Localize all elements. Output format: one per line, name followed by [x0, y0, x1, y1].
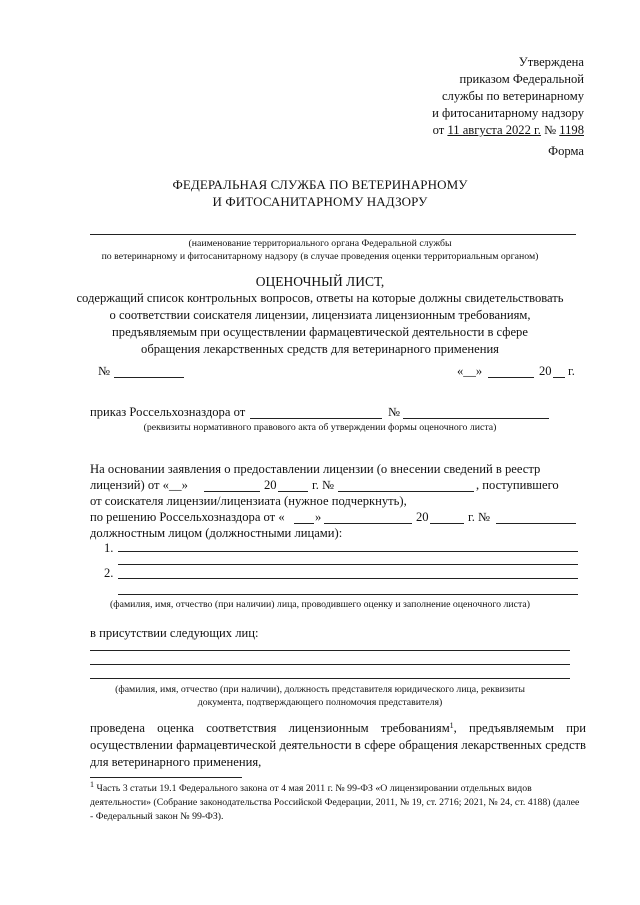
- sheet-title: ОЦЕНОЧНЫЙ ЛИСТ,: [255, 274, 385, 289]
- presence-caption: [0, 683, 640, 709]
- footnote-text: Часть 3 статьи 19.1 Федерального закона от 4 мая 2011 г. № 99-ФЗ «О лицензировании отдельных видов деятельности» (Собрание законодательства Российской Федерации, 2011, № 19, ст. 2716; 2021, № 24, ст. 4188) (далее - Федеральный закон № 99-ФЗ).: [90, 783, 580, 822]
- service-title-line: И ФИТОСАНИТАРНОМУ НАДЗОРУ: [212, 194, 428, 209]
- basis-application-date: лицензий) от «__»: [90, 478, 188, 492]
- sheet-number-blank: [114, 377, 184, 378]
- form-label: Форма: [548, 144, 584, 158]
- official-2-line-2: [118, 594, 578, 595]
- basis-application-month-blank: [204, 491, 260, 492]
- basis-line-1: На основании заявления о предоставлении лицензии (о внесении сведений в реестр: [90, 462, 541, 476]
- approval-block: [432, 54, 584, 139]
- official-item-1: 1.: [104, 541, 114, 555]
- order-caption: (реквизиты нормативного правового акта об утверждении формы оценочного листа): [143, 422, 497, 433]
- presence-line: [90, 664, 570, 665]
- approval-line: службы по ветеринарному: [441, 89, 584, 103]
- basis-application-year: 20: [264, 478, 277, 492]
- sheet-date-day: «__»: [457, 364, 483, 378]
- presence-label: в присутствии следующих лиц:: [90, 626, 259, 640]
- presence-line: [90, 650, 570, 651]
- official-item-2: 2.: [104, 566, 114, 580]
- sheet-date-month-blank: [488, 377, 534, 378]
- sheet-date-year-blank: [553, 377, 565, 378]
- conducted-text: проведена оценка соответствия лицензионным требованиям: [90, 721, 450, 735]
- sheet-subtitle: [0, 290, 640, 358]
- territorial-caption: [0, 237, 640, 263]
- order-number-blank: [403, 418, 549, 419]
- official-caption: (фамилия, имя, отчество (при наличии) лица, проводившего оценку и заполнение оценочного листа): [110, 599, 530, 610]
- sheet-date-year: 20: [539, 364, 552, 378]
- caption-line: (наименование территориального органа Федеральной службы: [188, 238, 452, 249]
- basis-application-year-blank: [278, 491, 308, 492]
- basis-decision-date: по решению Россельхозназдора от «: [90, 510, 285, 524]
- sheet-subtitle-line: о соответствии соискателя лицензии, лицензиата лицензионным требованиям,: [109, 308, 531, 322]
- approval-from: от: [432, 123, 448, 137]
- approval-order-line: [432, 122, 584, 139]
- approval-line: приказом Федеральной: [459, 72, 584, 86]
- official-2-line: [118, 578, 578, 579]
- footnote-ref: 1: [449, 721, 454, 730]
- basis-application-number-label: г. №: [312, 478, 335, 492]
- approval-number: 1198: [559, 123, 584, 137]
- official-1-line-2: [118, 564, 578, 565]
- order-number-label: №: [388, 405, 401, 419]
- basis-decision-year: 20: [416, 510, 429, 524]
- basis-decision-number-blank: [496, 523, 576, 524]
- order-label: приказ Россельхозназдора от: [90, 405, 246, 419]
- caption-line: по ветеринарному и фитосанитарному надзору (в случае проведения оценки территориальным органом): [101, 251, 539, 262]
- sheet-subtitle-line: обращения лекарственных средств для ветеринарного применения: [141, 342, 499, 356]
- official-1-line: [118, 551, 578, 552]
- sheet-subtitle-line: содержащий список контрольных вопросов, ответы на которые должны свидетельствовать: [76, 291, 564, 305]
- basis-decision-day-blank: [294, 523, 314, 524]
- conducted-paragraph: [90, 720, 586, 771]
- presence-line: [90, 678, 570, 679]
- sheet-number-label: №: [98, 364, 111, 378]
- order-date-blank: [250, 418, 382, 419]
- basis-decision-month-blank: [324, 523, 412, 524]
- caption-line: (фамилия, имя, отчество (при наличии), должность представителя юридического лица, реквизиты: [115, 684, 525, 695]
- approval-line: и фитосанитарному надзору: [432, 106, 584, 120]
- basis-received: , поступившего: [476, 478, 559, 492]
- basis-application-number-blank: [338, 491, 474, 492]
- service-title-line: ФЕДЕРАЛЬНАЯ СЛУЖБА ПО ВЕТЕРИНАРНОМУ: [172, 177, 468, 192]
- service-title: [0, 176, 640, 210]
- footnote-separator: [90, 777, 242, 778]
- approval-date: 11 августа 2022 г.: [447, 123, 541, 137]
- basis-line-5: должностным лицом (должностными лицами):: [90, 526, 343, 540]
- approval-number-sign: №: [540, 123, 560, 137]
- territorial-organ-line: [90, 234, 576, 235]
- basis-decision-quote: »: [315, 510, 322, 524]
- sheet-date-year-suffix: г.: [568, 364, 575, 378]
- basis-decision-number-label: г. №: [468, 510, 491, 524]
- caption-line: документа, подтверждающего полномочия представителя): [197, 697, 443, 708]
- conducted-text: , предъявляемым при осуществлении фармацевтической деятельности в сфере обращения лекарственных средств для ветеринарного применения,: [90, 721, 586, 769]
- basis-decision-year-blank: [430, 523, 464, 524]
- basis-line-3: от соискателя лицензии/лицензиата (нужное подчеркнуть),: [90, 494, 407, 508]
- sheet-subtitle-line: предъявляемым при осуществлении фармацевтической деятельности в сфере: [112, 325, 528, 339]
- approval-line: Утверждена: [518, 55, 584, 69]
- footnote: [90, 782, 580, 824]
- footnote-mark: 1: [90, 780, 94, 789]
